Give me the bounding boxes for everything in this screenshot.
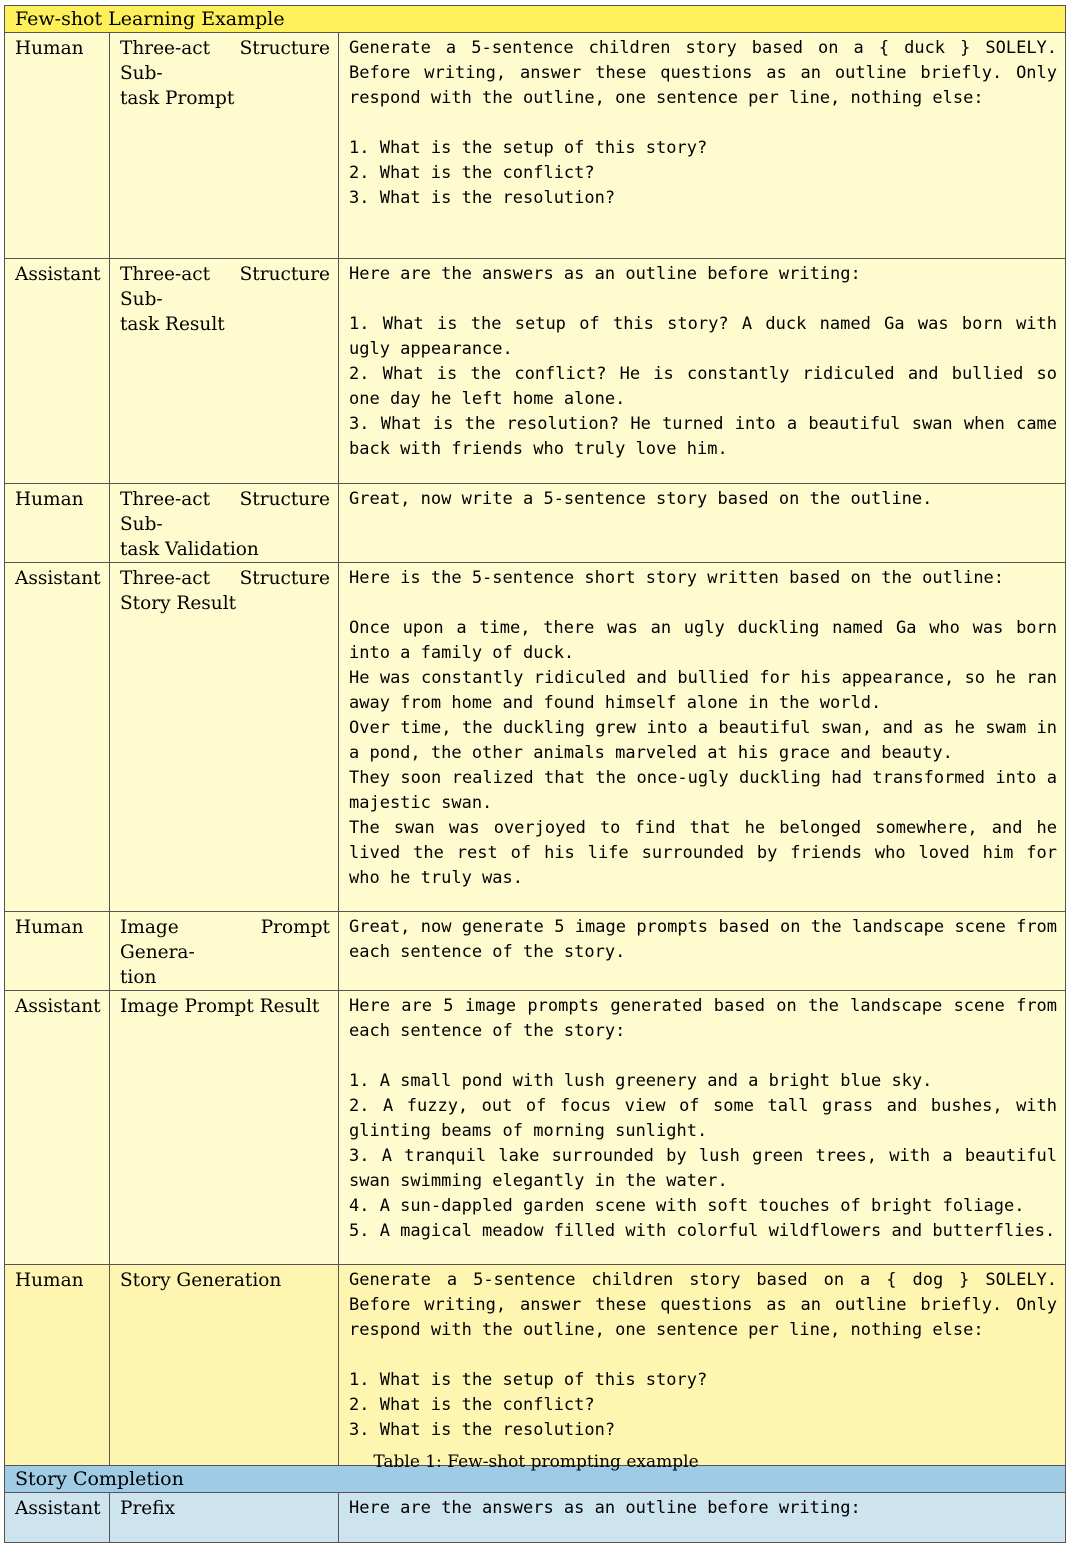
prompt-table-container: [4, 5, 1068, 1543]
table-row: [5, 259, 1066, 484]
table-row: [5, 33, 1066, 259]
label-cell: Image Prompt Genera- tion: [110, 912, 339, 991]
label-cell: Prefix: [110, 1493, 339, 1543]
content-cell: Great, now write a 5-sentence story based on the outline.: [339, 484, 1066, 563]
content-cell: Here is the 5-sentence short story written based on the outline: Once upon a time, there was an ugly duckling named Ga who was born into a family of duck. He was constantly ridiculed and bullied for his appearance, so he ran away from home and found himself alone in the world. Over time, the duckling grew into a beautiful swan, and as he swam in a pond, the other animals marveled at his grace and beauty. They soon realized that the once-ugly duckling had transformed into a majestic swan. The swan was overjoyed to find that he belonged somewhere, and he lived the rest of his life surrounded by friends who loved him for who he truly was.: [339, 563, 1066, 912]
section-header-fewshot: [5, 6, 1066, 33]
role-cell: Human: [5, 1265, 110, 1466]
content-cell: Here are the answers as an outline before writing: 1. What is the setup of this story? A duck named Ga was born with ugly appearance. 2. What is the conflict? He is constantly ridiculed and bullied so one day he left home alone. 3. What is the resolution? He turned into a beautiful swan when came back with friends who truly love him.: [339, 259, 1066, 484]
table-row: [5, 991, 1066, 1265]
role-cell: Assistant: [5, 1493, 110, 1543]
table-row: [5, 563, 1066, 912]
content-cell: Generate a 5-sentence children story based on a { duck } SOLELY. Before writing, answer these questions as an outline briefly. Only respond with the outline, one sentence per line, nothing else: 1. What is the setup of this story? 2. What is the conflict? 3. What is the resolution?: [339, 33, 1066, 259]
prompt-table: [4, 5, 1066, 1543]
label-cell: Three-act Structure Sub- task Result: [110, 259, 339, 484]
table-row: [5, 1265, 1066, 1466]
content-cell: Great, now generate 5 image prompts based on the landscape scene from each sentence of the story.: [339, 912, 1066, 991]
role-cell: Assistant: [5, 563, 110, 912]
role-cell: Human: [5, 912, 110, 991]
section-title-completion: Story Completion: [5, 1466, 1066, 1493]
role-cell: Human: [5, 33, 110, 259]
section-title-fewshot: Few-shot Learning Example: [5, 6, 1066, 33]
content-cell: Here are the answers as an outline before writing:: [339, 1493, 1066, 1543]
role-cell: Assistant: [5, 991, 110, 1265]
table-row: [5, 484, 1066, 563]
content-cell: Generate a 5-sentence children story based on a { dog } SOLELY. Before writing, answer these questions as an outline briefly. Only respond with the outline, one sentence per line, nothing else: 1. What is the setup of this story? 2. What is the conflict? 3. What is the resolution?: [339, 1265, 1066, 1466]
label-cell: Image Prompt Result: [110, 991, 339, 1265]
label-cell: Three-act Structure Story Result: [110, 563, 339, 912]
table-row: [5, 1493, 1066, 1543]
label-cell: Three-act Structure Sub- task Validation: [110, 484, 339, 563]
label-cell: Story Generation: [110, 1265, 339, 1466]
role-cell: Assistant: [5, 259, 110, 484]
label-cell: Three-act Structure Sub- task Prompt: [110, 33, 339, 259]
table-row: [5, 912, 1066, 991]
content-cell: Here are 5 image prompts generated based on the landscape scene from each sentence of the story: 1. A small pond with lush greenery and a bright blue sky. 2. A fuzzy, out of focus view of some tall grass and bushes, with glinting beams of morning sunlight. 3. A tranquil lake surrounded by lush green trees, with a beautiful swan swimming elegantly in the water. 4. A sun-dappled garden scene with soft touches of bright foliage. 5. A magical meadow filled with colorful wildflowers and butterflies.: [339, 991, 1066, 1265]
table-caption: Table 1: Few-shot prompting example: [373, 1452, 699, 1472]
role-cell: Human: [5, 484, 110, 563]
